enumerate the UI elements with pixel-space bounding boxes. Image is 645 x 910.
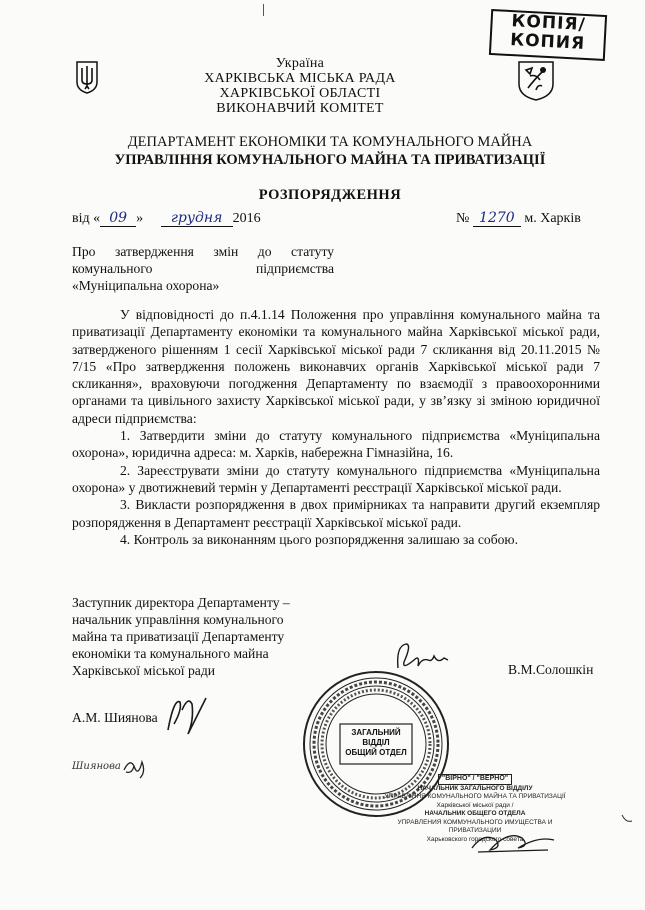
body-item-4: 4. Контроль за виконанням цього розпорядження залишаю за собою.: [120, 531, 518, 547]
order-number-line: [456, 210, 581, 227]
verify-stamp-l1: НАЧАЛЬНИК ЗАГАЛЬНОГО ВІДДІЛУ: [417, 784, 533, 792]
signature-line2: начальник управління комунального: [72, 612, 284, 627]
number-label: №: [456, 211, 470, 226]
executor-handwritten: Шиянова: [72, 761, 121, 772]
ukraine-trident-icon: [75, 60, 99, 99]
round-stamp-center2: ВІДДІЛ: [362, 738, 390, 747]
top-pen-mark: [263, 4, 264, 16]
verify-stamp-l2: УПРАВЛІННЯ КОМУНАЛЬНОГО МАЙНА ТА ПРИВАТИЗАЦІЇ: [384, 793, 566, 800]
department-line2: УПРАВЛІННЯ КОМУНАЛЬНОГО МАЙНА ТА ПРИВАТИЗАЦІЇ: [114, 152, 546, 168]
signature-line3: майна та приватизації Департаменту: [72, 629, 285, 644]
order-body: [72, 306, 600, 548]
subject-line1: Про затвердження змін до статуту: [72, 244, 334, 259]
header-council: ХАРКІВСЬКА МІСЬКА РАДА: [204, 71, 396, 86]
date-mid: »: [136, 211, 144, 226]
executor-name: А.М. Шиянова: [72, 710, 158, 725]
signature-block: [72, 594, 290, 679]
order-city: м. Харків: [524, 211, 581, 226]
copy-stamp-line1: КОПІЯ/: [511, 11, 587, 35]
date-prefix: від «: [72, 211, 101, 226]
executor-signature: [158, 690, 218, 745]
verify-stamp-l6: Харьковского городского совета: [426, 835, 524, 843]
subject-line2b: підприємства: [256, 261, 334, 276]
department-line1: ДЕПАРТАМЕНТ ЕКОНОМІКИ ТА КОМУНАЛЬНОГО МАЙНА: [127, 134, 533, 150]
date-day: 09: [100, 210, 136, 227]
copy-stamp-line2: КОПИЯ: [509, 30, 586, 54]
subject-block: [72, 243, 334, 294]
margin-pen-mark: [620, 812, 634, 830]
round-stamp-center3: ОБЩИЙ ОТДЕЛ: [345, 748, 407, 757]
copy-stamp: [489, 9, 607, 61]
verify-stamp-l3: Харківської міської ради /: [436, 801, 514, 809]
header-region: ХАРКІВСЬКОЇ ОБЛАСТІ: [219, 86, 381, 101]
order-number: 1270: [473, 210, 521, 227]
signature-line1: Заступник директора Департаменту –: [72, 595, 290, 610]
round-stamp-center1: ЗАГАЛЬНИЙ: [351, 728, 401, 737]
body-item-3: 3. Викласти розпорядження в двох примірниках та направити другий екземпляр розпорядження в Департамент реєстрації Харківської міської ради.: [72, 497, 600, 530]
verify-stamp-l5: УПРАВЛЕНИЯ КОММУНАЛЬНОГО ИМУЩЕСТВА И ПРИВАТИЗАЦИИ: [397, 818, 553, 834]
verify-signature: [468, 826, 558, 861]
executor-initials: [120, 756, 150, 785]
date-month: грудня: [161, 210, 233, 227]
body-intro: У відповідності до п.4.1.14 Положення про управління комунального майна та приватизації Департаменту економіки та комунального майна Харківської міської ради, затвердженого рішенням 1 сесії Харківської міської ради 7 скликання від 20.11.2015 № 7/15 «Про затвердження положень виконавчих органів Харківської міської ради 7 скликання», враховуючи погодження Департаменту по взаємодії з правоохоронними органами та цивільного захисту Харківської міської ради, у зв’язку зі зміною юридичної адреси підприємства:: [72, 307, 600, 426]
verify-stamp-l4: НАЧАЛЬНИК ОБЩЕГО ОТДЕЛА: [424, 810, 526, 817]
header-country: Україна: [275, 56, 325, 71]
document-title: РОЗПОРЯДЖЕННЯ: [258, 187, 402, 203]
date-line: [72, 210, 261, 227]
subject-line2: [72, 260, 334, 277]
signature-line5: Харківської міської ради: [72, 663, 216, 678]
signer-name: В.М.Солошкін: [508, 662, 594, 677]
kharkiv-emblem-icon: [516, 58, 556, 107]
body-item-1: 1. Затвердити зміни до статуту комунального підприємства «Муніципальна охорона», юридична адреса: м. Харків, набережна Гімназійна, 16.: [72, 428, 600, 461]
subject-line3: «Муніципальна охорона»: [72, 278, 220, 293]
round-stamp-center: [340, 728, 412, 758]
header-committee: ВИКОНАВЧИЙ КОМІТЕТ: [216, 101, 384, 116]
signature-line4: економіки та комунального майна: [72, 646, 269, 661]
verify-stamp-title: "ВІРНО" / "ВЕРНО": [438, 774, 512, 785]
body-item-2: 2. Зареєструвати зміни до статуту комунального підприємства «Муніципальна охорона» у двотижневий термін у Департаменті реєстрації Харківської міської ради.: [72, 462, 600, 495]
header-block: [150, 56, 450, 116]
subject-line2a: комунального: [72, 261, 153, 276]
date-year: 2016: [232, 211, 261, 226]
